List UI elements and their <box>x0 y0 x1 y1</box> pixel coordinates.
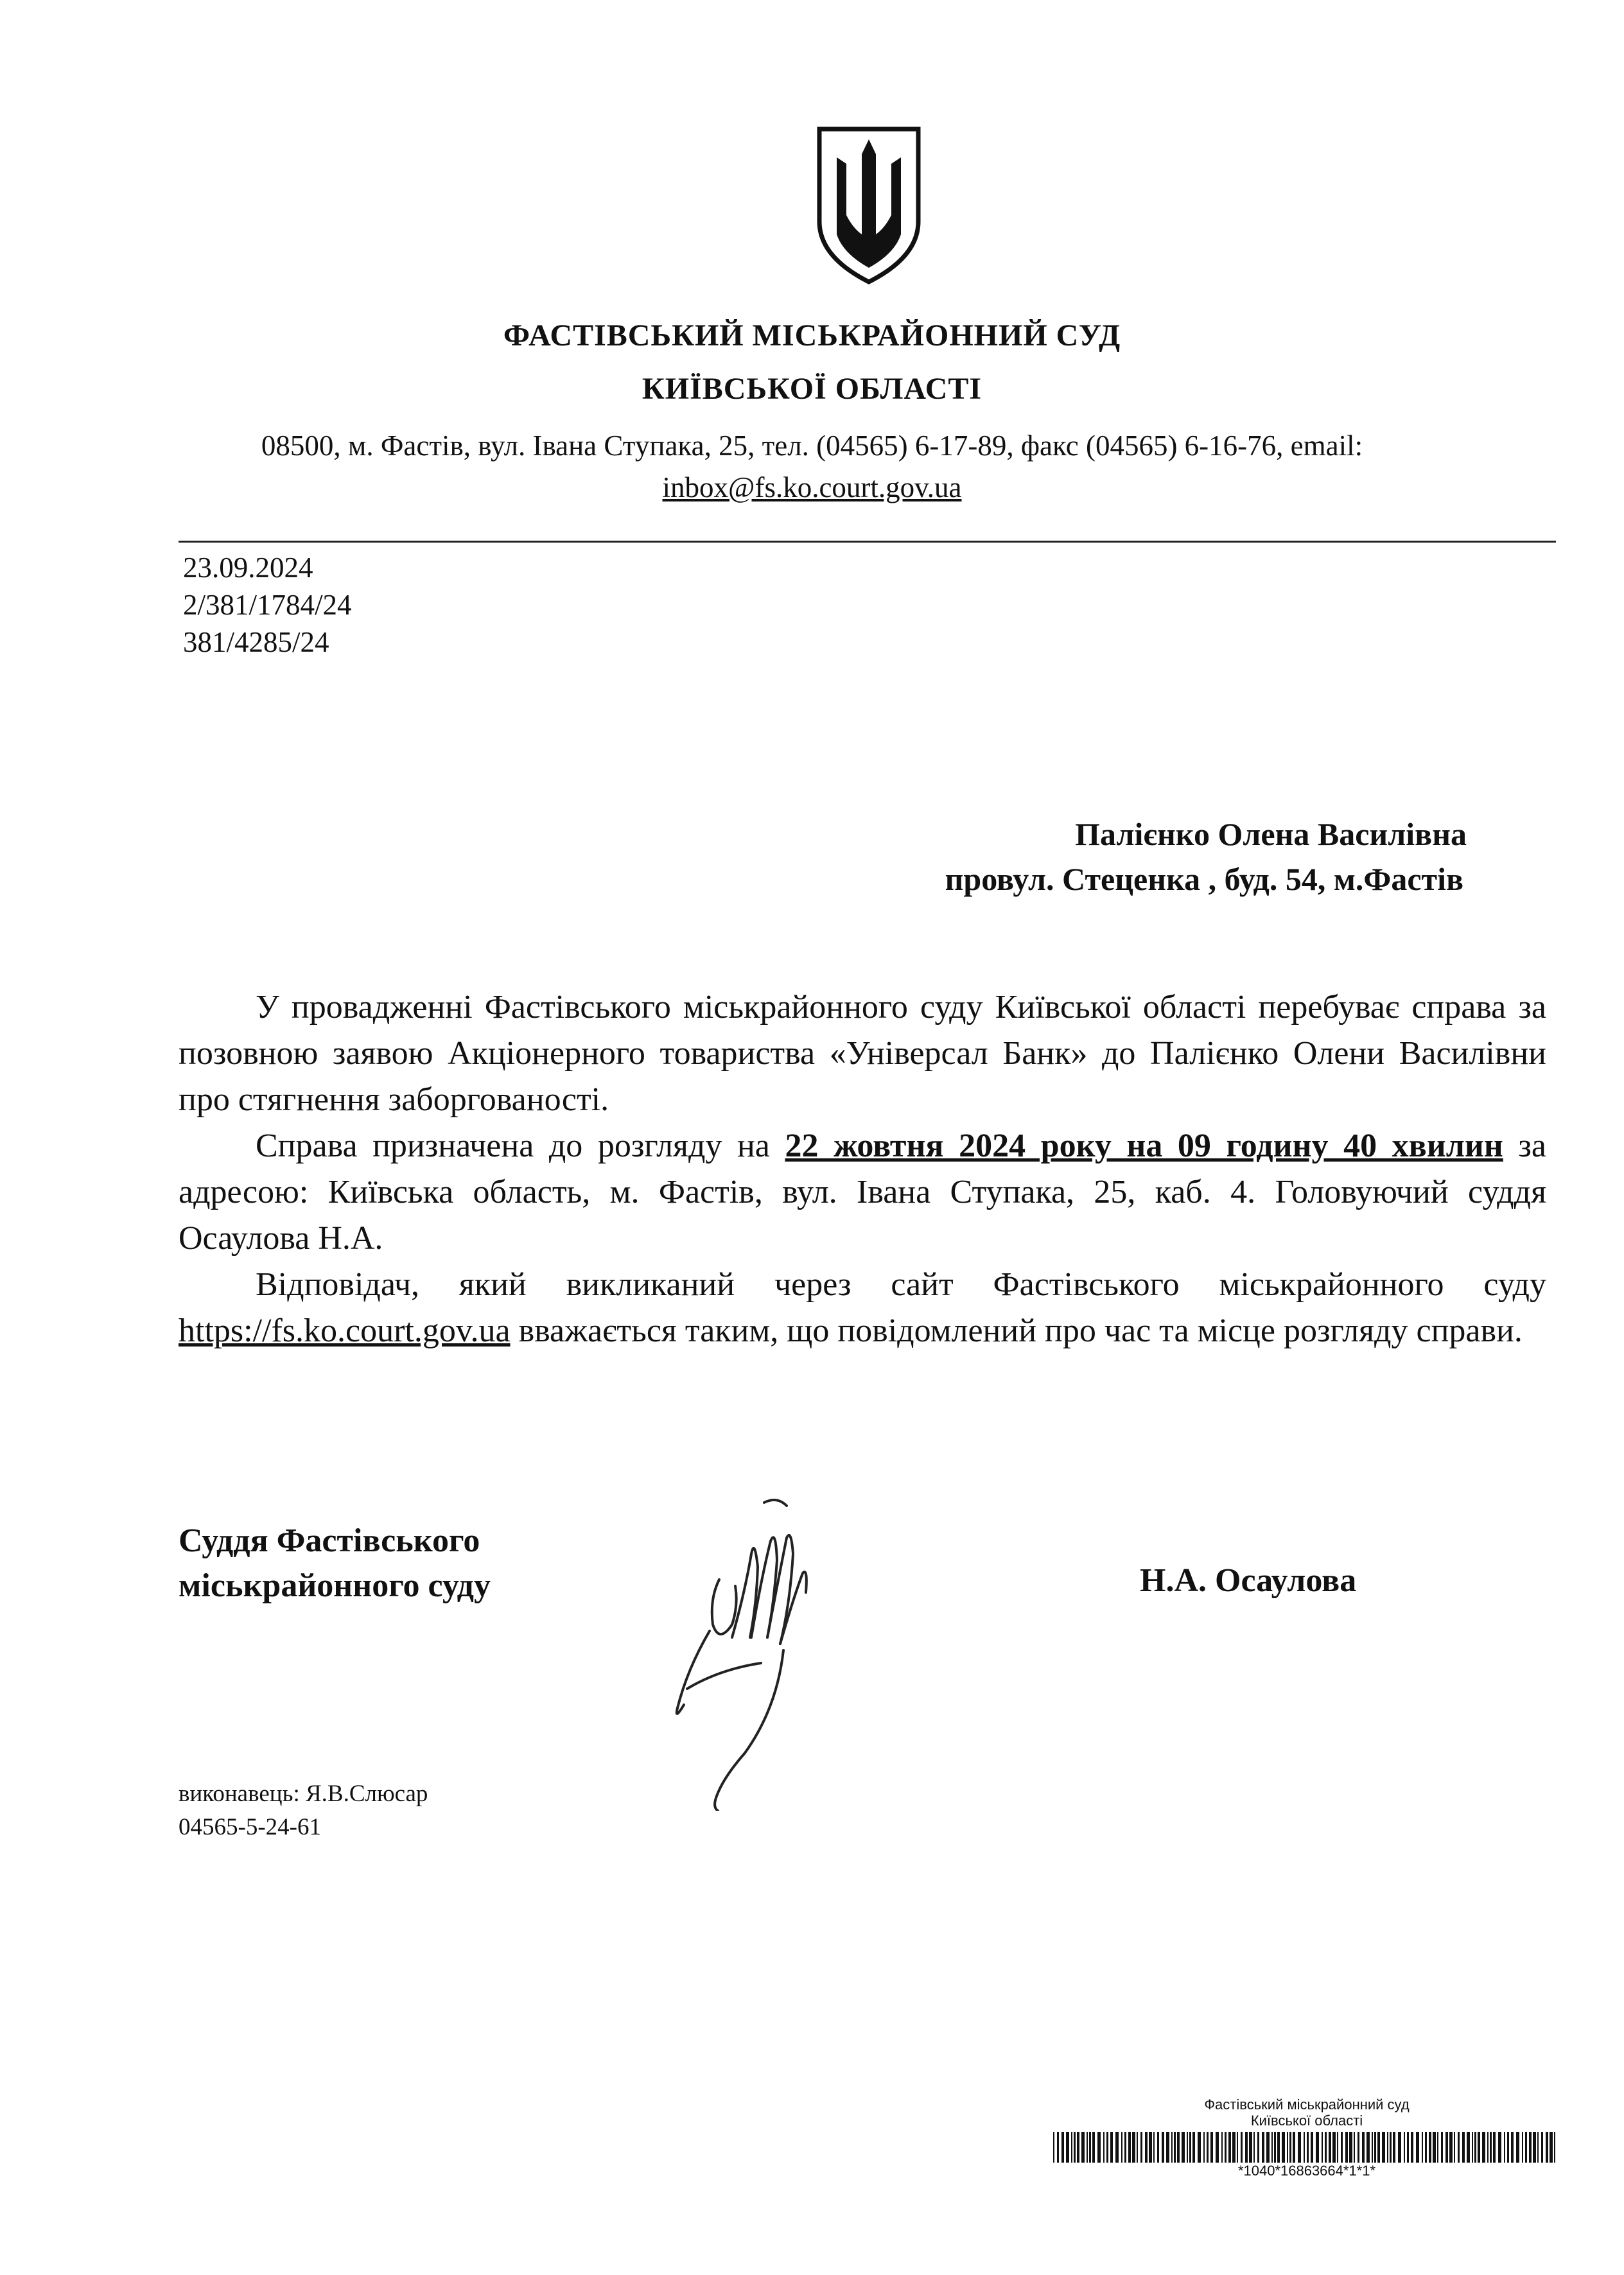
barcode-bar <box>1071 2132 1072 2163</box>
barcode-bar <box>1140 2132 1142 2163</box>
barcode-bar <box>1322 2132 1323 2163</box>
barcode-bar <box>1061 2132 1064 2163</box>
barcode-bar <box>1182 2132 1185 2163</box>
barcode-bar <box>1358 2132 1359 2163</box>
barcode-bar <box>1087 2132 1088 2163</box>
barcode-bar <box>1445 2132 1448 2163</box>
judge-title-line2: міськрайонного суду <box>179 1567 491 1604</box>
barcode-bar <box>1390 2132 1392 2163</box>
barcode-bar <box>1124 2132 1126 2163</box>
outgoing-number: 2/381/1784/24 <box>183 589 352 621</box>
p3-text-end: вважається таким, що повідомлений про час та місце розгляду справи. <box>510 1312 1523 1349</box>
body-paragraph-1: У провадженні Фастівського міськрайонного суду Київської області перебуває справа за позовною заявою Акціонерного товариства «Універсал Банк» до Палієнко Олени Василівни про стягнення заборгованості. <box>179 989 1546 1118</box>
footer-court-line1: Фастівський міськрайонний суд <box>1204 2096 1410 2113</box>
barcode-bar <box>1228 2132 1231 2163</box>
executor-info <box>179 1777 428 1844</box>
barcode-bar <box>1057 2132 1059 2163</box>
barcode-bar <box>1189 2132 1191 2163</box>
barcode-bar <box>1157 2132 1159 2163</box>
body-paragraph-3 <box>179 1262 1546 1354</box>
barcode-bar <box>1311 2132 1313 2163</box>
barcode-bar <box>1522 2132 1523 2163</box>
recipient-name: Палієнко Олена Василівна <box>1075 816 1467 852</box>
executor-phone: 04565-5-24-61 <box>179 1814 321 1840</box>
barcode-bar <box>1110 2132 1113 2163</box>
p2-text-start: Справа призначена до розгляду на <box>256 1128 785 1164</box>
barcode-bar <box>1271 2132 1273 2163</box>
barcode-bar <box>1166 2132 1169 2163</box>
barcode-bar <box>1411 2132 1413 2163</box>
barcode-bar <box>1422 2132 1423 2163</box>
judge-title <box>179 1519 491 1608</box>
barcode-bar <box>1433 2132 1436 2163</box>
barcode-bar <box>1245 2132 1248 2163</box>
case-number: 381/4285/24 <box>183 626 329 658</box>
barcode-bar <box>1132 2132 1135 2163</box>
barcode-bar <box>1362 2132 1365 2163</box>
barcode-bar <box>1354 2132 1355 2163</box>
barcode-bar <box>1277 2132 1280 2163</box>
barcode-bar <box>1329 2132 1331 2163</box>
court-name-line2: КИЇВСЬКОЇ ОБЛАСТІ <box>642 372 982 406</box>
barcode-bar <box>1474 2132 1476 2163</box>
barcode-bar <box>1382 2132 1385 2163</box>
barcode-bar <box>1237 2132 1238 2163</box>
barcode-bar <box>1398 2132 1401 2163</box>
barcode-bar <box>1162 2132 1164 2163</box>
barcode-bar <box>1274 2132 1276 2163</box>
handwritten-signature <box>649 1477 841 1811</box>
recipient-address: провул. Стеценка , буд. 54, м.Фастів <box>945 861 1463 897</box>
court-website-link[interactable]: https://fs.ko.court.gov.ua <box>179 1312 511 1349</box>
barcode-bar <box>1121 2132 1122 2163</box>
barcode-bar <box>1077 2132 1079 2163</box>
barcode-bar <box>1537 2132 1539 2163</box>
body-paragraph-2 <box>179 1123 1546 1262</box>
barcode-bar <box>1216 2132 1219 2163</box>
barcode-bar <box>1081 2132 1085 2163</box>
hearing-datetime: 22 жовтня 2024 року на 09 годину 40 хвилин <box>785 1128 1503 1164</box>
barcode-bar <box>1525 2132 1527 2163</box>
barcode-bar <box>1287 2132 1288 2163</box>
barcode-bar <box>1092 2132 1095 2163</box>
barcode-bar <box>1493 2132 1496 2163</box>
barcode-bar <box>1454 2132 1455 2163</box>
barcode-bar <box>1307 2132 1309 2163</box>
barcode-bar <box>1282 2132 1285 2163</box>
barcode-bar <box>1490 2132 1492 2163</box>
barcode-bar <box>1257 2132 1259 2163</box>
barcode-bar <box>1198 2132 1201 2163</box>
letter-date: 23.09.2024 <box>183 552 313 584</box>
court-address: 08500, м. Фастів, вул. Івана Ступака, 25, тел. (04565) 6-17-89, факс (04565) 6-16-76, email: <box>261 430 1363 462</box>
barcode-bar <box>1174 2132 1176 2163</box>
barcode-bar <box>1187 2132 1188 2163</box>
p2-text-end: за адресою: Київська область, м. Фастів, вул. Івана Ступака, 25, каб. 4. Головуючий суддя Осаулова Н.А. <box>179 1128 1546 1257</box>
header-divider <box>179 541 1556 543</box>
barcode-bar <box>1337 2132 1338 2163</box>
barcode-bar <box>1304 2132 1305 2163</box>
barcode-bar <box>1416 2132 1419 2163</box>
barcode-bar <box>1529 2132 1532 2163</box>
barcode-bar <box>1074 2132 1076 2163</box>
barcode-bar <box>1325 2132 1327 2163</box>
barcode-bar <box>1289 2132 1291 2163</box>
barcode-bar <box>1507 2132 1509 2163</box>
barcode-bar <box>1374 2132 1376 2163</box>
barcode-bar <box>1137 2132 1138 2163</box>
barcode-bar <box>1429 2132 1431 2163</box>
judge-title-line1: Суддя Фастівського <box>179 1522 480 1559</box>
barcode-bar <box>1498 2132 1501 2163</box>
executor-name: виконавець: Я.В.Слюсар <box>179 1781 428 1807</box>
barcode-bar <box>1089 2132 1091 2163</box>
barcode-bar <box>1467 2132 1470 2163</box>
barcode-bar <box>1262 2132 1264 2163</box>
barcode-bar <box>1316 2132 1319 2163</box>
barcode-bar <box>1249 2132 1252 2163</box>
barcode-bar <box>1207 2132 1209 2163</box>
barcode-bar <box>1203 2132 1205 2163</box>
barcode-bar <box>1478 2132 1480 2163</box>
barcode-bar <box>1145 2132 1148 2163</box>
barcode-number: *1040*16863664*1*1* <box>1237 2163 1376 2179</box>
footer-court-line2: Київської області <box>1250 2113 1363 2129</box>
barcode-bar <box>1253 2132 1255 2163</box>
barcode-bar <box>1149 2132 1152 2163</box>
barcode-bar <box>1516 2132 1519 2163</box>
barcode-bar <box>1472 2132 1473 2163</box>
barcode-bar <box>1541 2132 1543 2163</box>
barcode-bar <box>1153 2132 1155 2163</box>
p3-text-start: Відповідач, який викликаний через сайт Фастівського міськрайонного суду <box>256 1266 1546 1303</box>
barcode-bar <box>1487 2132 1489 2163</box>
barcode-bar <box>1546 2132 1548 2163</box>
barcode-bar <box>1066 2132 1069 2163</box>
barcode-bar <box>1366 2132 1370 2163</box>
barcode-bar <box>1225 2132 1227 2163</box>
barcode-bar <box>1332 2132 1336 2163</box>
barcode-bar <box>1053 2132 1054 2163</box>
barcode-bar <box>1550 2132 1553 2163</box>
barcode-bar <box>1241 2132 1243 2163</box>
barcode-bar <box>1393 2132 1395 2163</box>
letter-meta <box>183 549 352 661</box>
barcode-bar <box>1106 2132 1108 2163</box>
barcode-bar <box>1462 2132 1465 2163</box>
barcode-bar <box>1171 2132 1173 2163</box>
court-name-line1: ФАСТІВСЬКИЙ МІСЬКРАЙОННИЙ СУД <box>503 318 1121 353</box>
barcode-bar <box>1387 2132 1388 2163</box>
barcode-bar <box>1103 2132 1104 2163</box>
barcode-bar <box>1115 2132 1119 2163</box>
barcode-bar <box>1210 2132 1213 2163</box>
barcode-bar <box>1533 2132 1536 2163</box>
barcode-bar <box>1266 2132 1270 2163</box>
barcode-bar <box>1177 2132 1180 2163</box>
barcode-bar <box>1404 2132 1405 2163</box>
barcode-bar <box>1128 2132 1131 2163</box>
barcode-bar <box>1349 2132 1352 2163</box>
barcode-bar <box>1192 2132 1195 2163</box>
barcode-bar <box>1232 2132 1235 2163</box>
barcode <box>1053 2132 1560 2163</box>
barcode-bar <box>1407 2132 1409 2163</box>
barcode-bar <box>1345 2132 1348 2163</box>
barcode-bar <box>1437 2132 1438 2163</box>
barcode-bar <box>1293 2132 1295 2163</box>
barcode-bar <box>1097 2132 1101 2163</box>
barcode-bar <box>1425 2132 1427 2163</box>
barcode-bar <box>1482 2132 1485 2163</box>
barcode-bar <box>1554 2132 1555 2163</box>
barcode-bar <box>1449 2132 1453 2163</box>
barcode-bar <box>1221 2132 1223 2163</box>
barcode-bar <box>1511 2132 1514 2163</box>
court-email-link[interactable]: inbox@fs.ko.court.gov.ua <box>662 471 962 503</box>
barcode-bar <box>1458 2132 1460 2163</box>
barcode-bar <box>1441 2132 1443 2163</box>
coat-of-arms-icon <box>814 125 923 286</box>
barcode-bar <box>1372 2132 1373 2163</box>
barcode-bar <box>1341 2132 1343 2163</box>
barcode-bar <box>1377 2132 1380 2163</box>
judge-name: Н.А. Осаулова <box>1140 1562 1357 1599</box>
barcode-bar <box>1504 2132 1505 2163</box>
barcode-bar <box>1298 2132 1301 2163</box>
